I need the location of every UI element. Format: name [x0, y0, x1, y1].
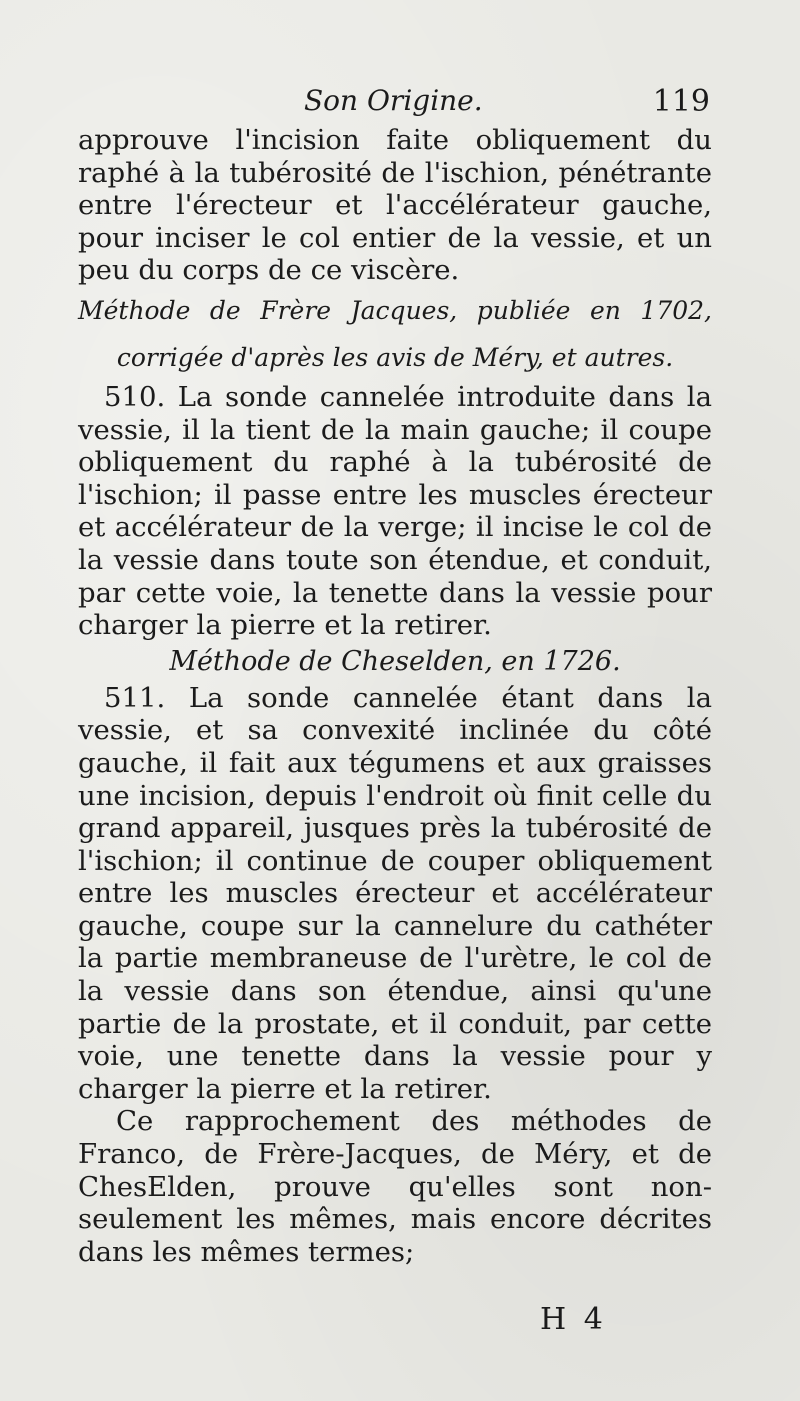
signature-mark: H 4	[540, 1302, 607, 1337]
running-title: Son Origine.	[304, 84, 483, 117]
section-heading-chesGelden: Méthode de Cheselden, en 1726.	[169, 645, 621, 677]
paragraph-511: 511. La sonde cannelée étant dans la vessie, et sa convexité inclinée du côté gauche, il fait aux tégumens et aux graisses une incision, depuis l'endroit où finit celle du grand appareil, jusques près la tubérosité de l'ischion; il continue de couper obliquement entre les muscles érecteur et accélérateur gauche, coupe sur la cannelure du cathéter la partie membraneuse de l'urètre, le col de la vessie dans son étendue, ainsi qu'une partie de la prostate, et il conduit, par cette voie, une tenette dans la vessie pour y charger la pierre et la retirer.	[78, 681, 712, 1105]
section-heading-frere-jacques: Méthode de Frère Jacques, publiée en 1702, corrigée d'après les avis de Méry, et autres.	[78, 295, 712, 372]
running-header	[78, 84, 710, 124]
page-body	[78, 124, 712, 1268]
continued-paragraph: approuve l'incision faite obliquement du raphé à la tubérosité de l'ischion, pénétrante entre l'érecteur et l'accélérateur gauche, pour inciser le col entier de la vessie, et un peu du corps de ce viscère.	[78, 124, 712, 287]
paragraph-comparison: Ce rapprochement des méthodes de Franco, de Frère-Jacques, de Méry, et de ChesElden, prouve qu'elles sont non-seulement les mêmes, mais encore décrites dans les mêmes termes;	[78, 1105, 712, 1268]
page-number: 119	[652, 84, 710, 119]
paragraph-510: 510. La sonde cannelée introduite dans la vessie, il la tient de la main gauche; il coupe obliquement du raphé à la tubérosité de l'ischion; il passe entre les muscles érecteur et accélérateur de la verge; il incise le col de la vessie dans toute son étendue, et conduit, par cette voie, la tenette dans la vessie pour charger la pierre et la retirer.	[78, 380, 712, 642]
